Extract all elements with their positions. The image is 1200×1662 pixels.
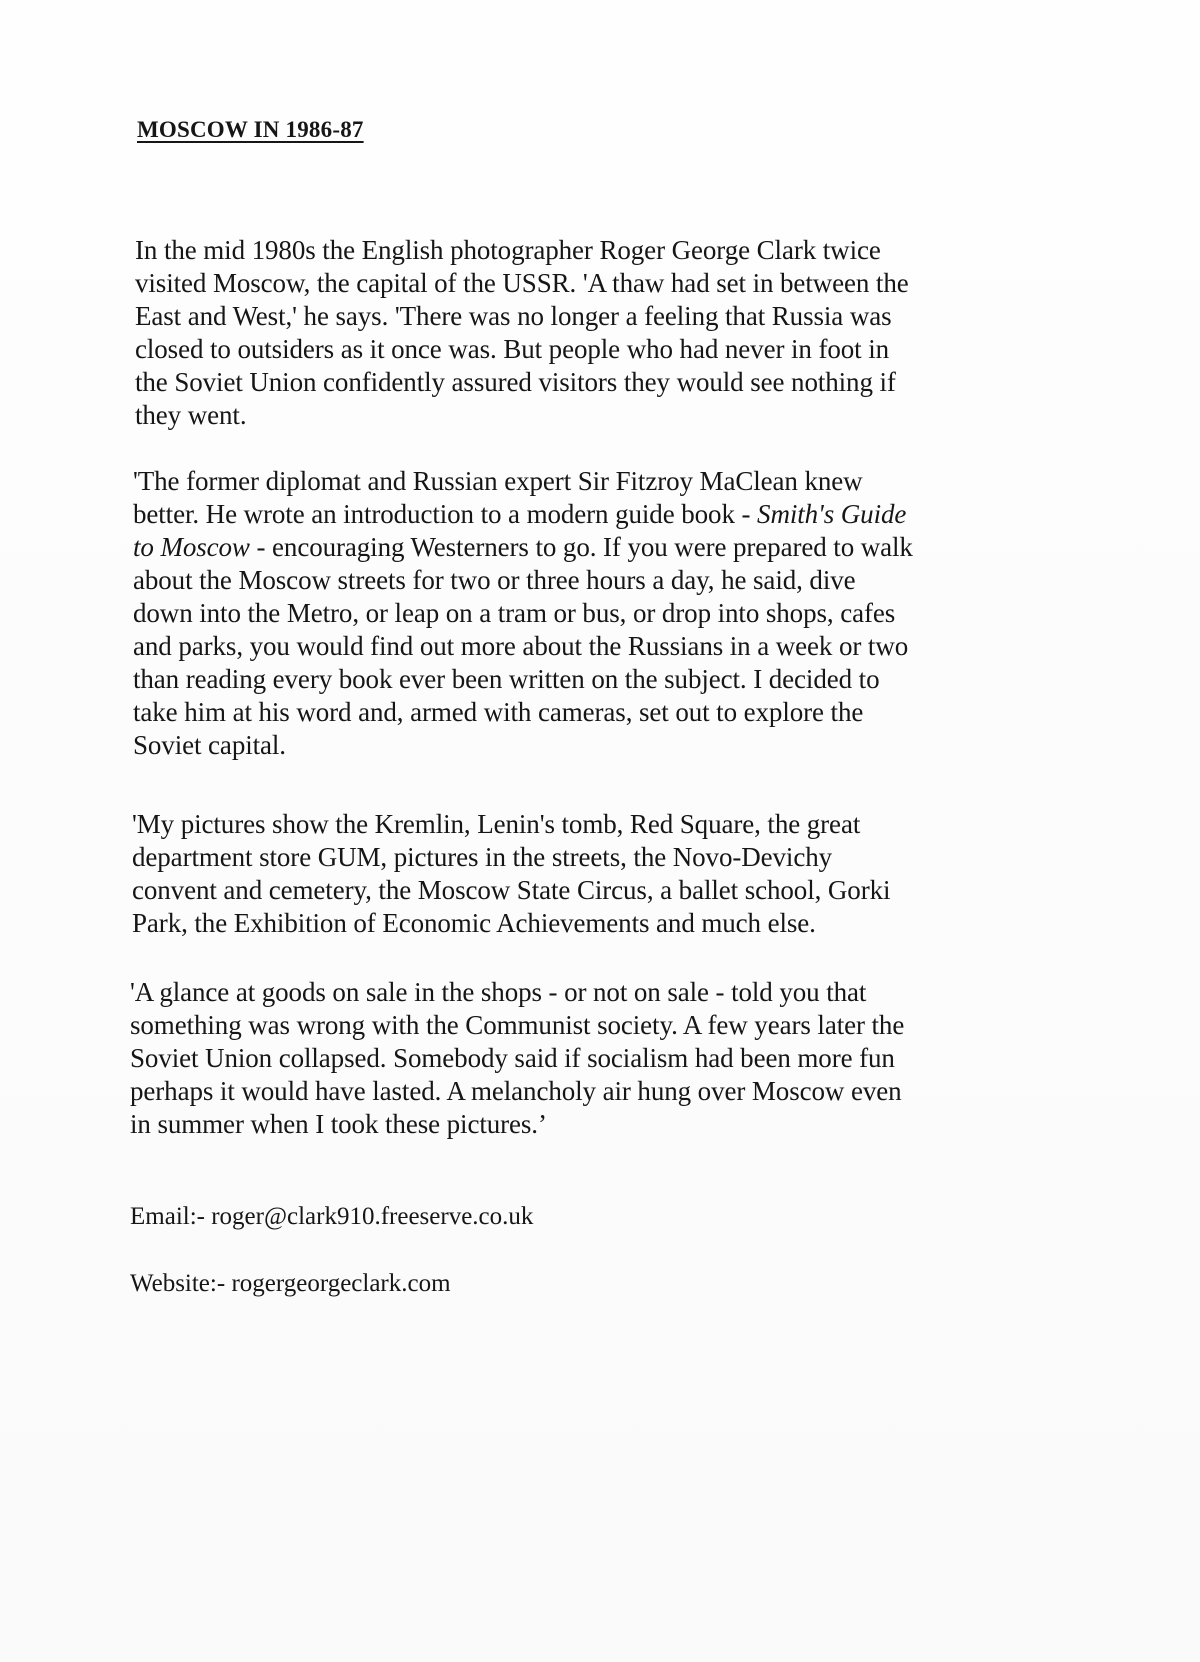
text-line: visited Moscow, the capital of the USSR. 'A thaw had set in between the: [135, 268, 909, 298]
text-line: the Soviet Union confidently assured visitors they would see nothing if: [135, 367, 896, 397]
text-line: [133, 531, 1033, 564]
text-line: something was wrong with the Communist society. A few years later the: [130, 1010, 905, 1040]
email-label: Email:-: [130, 1203, 212, 1230]
book-title-italic: Smith's Guide: [757, 499, 907, 529]
text-line: in summer when I took these pictures.’: [130, 1109, 547, 1139]
text-line: 'A glance at goods on sale in the shops - or not on sale - told you that: [130, 977, 867, 1007]
text-line: East and West,' he says. 'There was no longer a feeling that Russia was: [135, 301, 892, 331]
website-label: Website:-: [130, 1270, 232, 1297]
text-line: take him at his word and, armed with cameras, set out to explore the: [133, 697, 864, 727]
text-segment: better. He wrote an introduction to a modern guide book -: [133, 499, 758, 529]
text-line: Park, the Exhibition of Economic Achievements and much else.: [132, 908, 816, 938]
text-line: In the mid 1980s the English photographer Roger George Clark twice: [135, 235, 881, 265]
text-line: than reading every book ever been written on the subject. I decided to: [133, 664, 880, 694]
book-title-italic: to Moscow: [133, 532, 250, 562]
text-line: Soviet capital.: [133, 730, 286, 760]
text-line: closed to outsiders as it once was. But people who had never in foot in: [135, 334, 889, 364]
text-line: and parks, you would find out more about the Russians in a week or two: [133, 631, 909, 661]
text-line: convent and cemetery, the Moscow State Circus, a ballet school, Gorki: [132, 875, 891, 905]
website-address: rogergeorgeclark.com: [231, 1270, 451, 1297]
text-line: perhaps it would have lasted. A melancholy air hung over Moscow even: [130, 1076, 902, 1106]
website-line: [130, 1270, 451, 1298]
paragraph-pictures: [132, 808, 1032, 940]
text-line: they went.: [135, 400, 247, 430]
text-line: 'The former diplomat and Russian expert Sir Fitzroy MaClean knew: [133, 466, 863, 496]
document-title: MOSCOW IN 1986-87: [137, 117, 364, 142]
paragraph-intro: [135, 234, 1035, 432]
text-line: down into the Metro, or leap on a tram or bus, or drop into shops, cafes: [133, 598, 896, 628]
paragraph-conclusion: [130, 976, 1030, 1141]
email-line: [130, 1203, 533, 1231]
text-line: about the Moscow streets for two or three hours a day, he said, dive: [133, 565, 856, 595]
text-line: department store GUM, pictures in the streets, the Novo-Devichy: [132, 842, 833, 872]
paragraph-maclean: [133, 465, 1033, 762]
text-segment: - encouraging Westerners to go. If you were prepared to walk: [249, 532, 913, 562]
text-line: Soviet Union collapsed. Somebody said if socialism had been more fun: [130, 1043, 895, 1073]
text-line: 'My pictures show the Kremlin, Lenin's tomb, Red Square, the great: [132, 809, 861, 839]
text-line: [133, 498, 1033, 531]
email-address: roger@clark910.freeserve.co.uk: [211, 1203, 534, 1230]
